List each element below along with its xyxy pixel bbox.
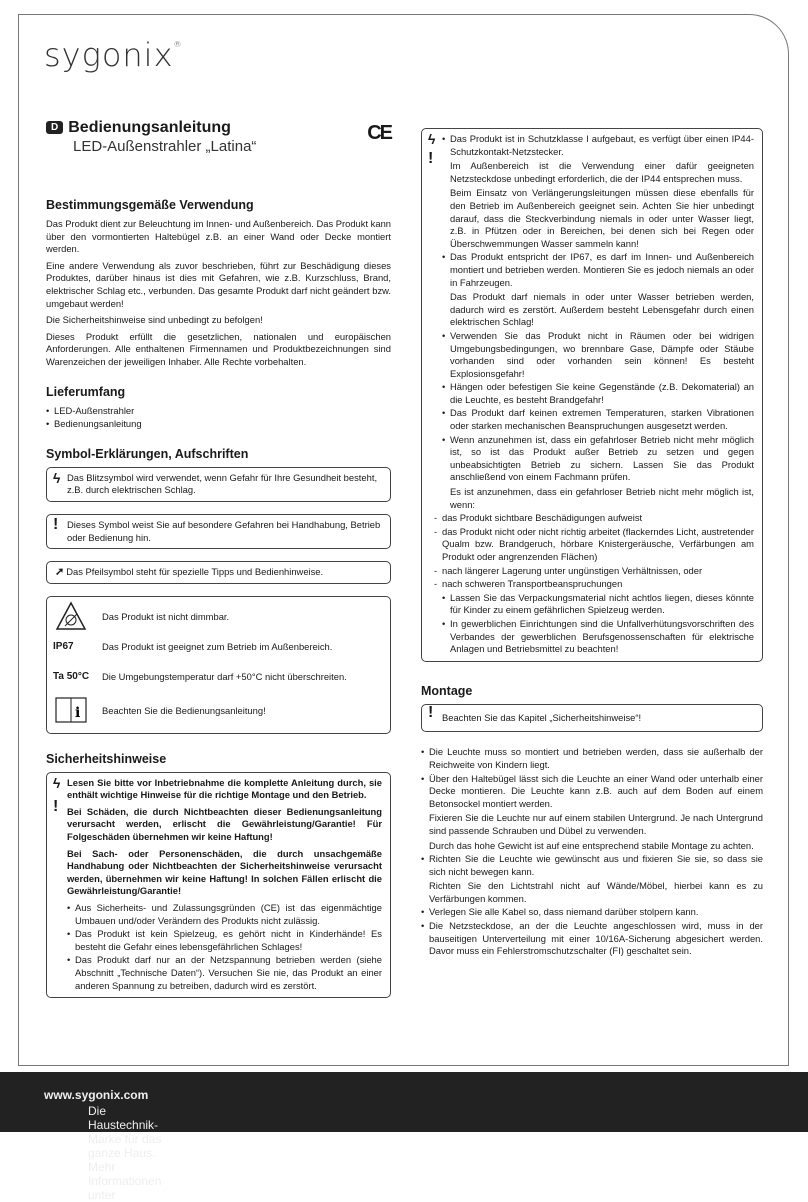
item-subtext: Im Außenbereich ist die Verwendung einer dafür geeigneten Netzsteckdose unbedingt erforderlich, die der IP44 entsprechen muss.: [450, 160, 754, 184]
list-item: • In gewerblichen Einrichtungen sind die Unfallverhütungsvorschriften des Verbandes der gewerblichen Berufsgenossenschaften für elektrische Anlagen und Betriebsmittel zu beachten!: [442, 618, 754, 656]
left-column: [46, 118, 391, 998]
heading-lieferumfang: Lieferumfang: [46, 384, 126, 399]
paragraph: Dieses Produkt erfüllt die gesetzlichen, nationalen und europäischen Anforderungen. Alle enthaltenen Firmennamen und Produktbezeichnungen sind Warenzeichen der jeweiligen Inhaber. Alle Rechte vorbehalten.: [46, 330, 391, 367]
symbol-box-exclamation: [46, 514, 391, 549]
footer-text: Die Haustechnik-Marke für das ganze Haus. Mehr Informationen unter: [88, 1104, 162, 1202]
symbol-row: [47, 637, 390, 667]
footer-bar: [0, 1072, 808, 1202]
symbol-label: Ta 50°C: [53, 670, 90, 682]
ce-mark: CE: [367, 122, 391, 144]
list-item: • LED-Außenstrahler: [46, 405, 391, 418]
list-item: • Verwenden Sie das Produkt nicht in Räumen oder bei widrigen Umgebungsbedingungen, wo brennbare Gase, Dämpfe oder Stäube vorhanden sind oder vorhanden sein können! Es besteht Explosionsgefahr!: [442, 330, 754, 380]
dash-item: - nach schweren Transportbeanspruchungen: [434, 578, 754, 591]
safety-bold-text: Bei Sach- oder Personenschäden, die durch unsachgemäße Handhabung oder Nichtbeachten der Sicherheitshinweise verursacht werden, übernehmen wir keine Haftung! In solchen Fällen erlischt die Gewährleistung/Garantie!: [67, 847, 382, 897]
symbol-desc: Das Produkt ist nicht dimmbar.: [102, 610, 230, 622]
montage-list: [421, 746, 763, 958]
item-subtext: Beim Einsatz von Verlängerungsleitungen müssen diese ebenfalls für den Betrieb im Außenbereich geeignet sein. Achten Sie hier unbedingt darauf, dass die Steckverbindung niemals in oder unter Wasser liegt, z.B. in Pfützen oder in Bereichen, bei denen sich bei Regen oder Überschwemmungen Wasser sammeln kann!: [450, 187, 754, 249]
symbol-desc: Beachten Sie die Bedienungsanleitung!: [102, 704, 266, 716]
symbol-text: Das Blitzsymbol wird verwendet, wenn Gefahr für Ihre Gesundheit besteht, z.B. durch elektrischen Schlag.: [67, 471, 378, 496]
footer-link[interactable]: www.sygonix.com: [44, 1088, 149, 1102]
item-text: Richten Sie die Leuchte wie gewünscht aus und fixieren Sie sie, so dass sie sich nicht bewegen kann.: [429, 853, 763, 877]
safety-bold-text: Lesen Sie bitte vor Inbetriebnahme die komplette Anleitung durch, sie enthält wichtige Hinweise für die richtige Montage und den Betrieb.: [67, 776, 382, 801]
heading-montage: Montage: [421, 683, 473, 698]
safety-bold-text: Bei Schäden, die durch Nichtbeachten dieser Bedienungsanleitung verursacht werden, erlischt die Gewährleistung/Garantie! Für Folgeschäden übernehmen wir keine Haftung!: [67, 805, 382, 843]
item-text: Das Produkt entspricht der IP67, es darf im Innen- und Außenbereich montiert und betrieben werden. Montieren Sie es jedoch niemals an oder in Fahrzeugen.: [450, 251, 754, 288]
item-text: Über den Haltebügel lässt sich die Leuchte an einer Wand oder unterhalb einer Decke montieren. Die Leuchte kann z.B. auch auf dem Boden auf einem Betonsockel montiert werden.: [429, 772, 763, 809]
exclamation-icon: !: [428, 703, 434, 721]
item-text: Wenn anzunehmen ist, dass ein gefahrloser Betrieb nicht mehr möglich ist, so ist das Produkt außer Betrieb zu setzen und gegen unbeabsichtigten Betrieb zu sichern. Lassen Sie das Produkt anschließend von einem Fachmann prüfen.: [450, 433, 754, 483]
list-item: [421, 853, 763, 905]
list-item: • Hängen oder befestigen Sie keine Gegenstände (z.B. Dekomaterial) an die Leuchte, es besteht Brandgefahr!: [442, 381, 754, 406]
symbol-desc: Die Umgebungstemperatur darf +50°C nicht überschreiten.: [102, 670, 347, 682]
symbol-row: [47, 697, 390, 727]
list-item: [442, 434, 754, 512]
symbol-box-lightning: [46, 467, 391, 502]
symbol-row: [47, 667, 390, 697]
list-item: • Aus Sicherheits- und Zulassungsgründen (CE) ist das eigenmächtige Umbauen und/oder Verändern des Produkts nicht zulässig.: [67, 902, 382, 927]
list-item: • Verlegen Sie alle Kabel so, dass niemand darüber stolpern kann.: [421, 906, 763, 919]
brand-logo: sygonix®: [44, 36, 183, 74]
item-text: Das Produkt ist in Schutzklasse I aufgebaut, es verfügt über einen IP44-Schutzkontakt-Netzstecker.: [450, 133, 754, 157]
list-item: • Das Produkt darf keinen extremen Temperaturen, starken Vibrationen oder starken mechanischen Beanspruchungen ausgesetzt werden.: [442, 407, 754, 432]
heading-sicherheit: Sicherheitshinweise: [46, 751, 167, 766]
arrow-icon: ➚: [55, 566, 65, 579]
symbol-label: IP67: [53, 640, 74, 652]
heading-symbole: Symbol-Erklärungen, Aufschriften: [46, 446, 249, 461]
item-subtext: Durch das hohe Gewicht ist auf eine entsprechend stabile Montage zu achten.: [429, 839, 754, 851]
manual-book-icon: [55, 697, 87, 723]
list-item: • Bedienungsanleitung: [46, 418, 391, 431]
list-item: • Die Leuchte muss so montiert und betrieben werden, dass sie außerhalb der Reichweite von Kindern liegt.: [421, 746, 763, 771]
exclamation-icon: !: [53, 515, 59, 533]
dash-item: - nach längerer Lagerung unter ungünstigen Verhältnissen, oder: [434, 565, 754, 578]
not-dimmable-icon: [55, 601, 87, 631]
item-subtext: Richten Sie den Lichtstrahl nicht auf Wände/Möbel, hierbei kann es zu Verfärbungen kommen.: [429, 880, 763, 904]
exclamation-icon: !: [53, 797, 59, 815]
exclamation-icon: !: [428, 150, 434, 167]
symbol-table: [46, 596, 391, 734]
dash-item: - das Produkt sichtbare Beschädigungen aufweist: [434, 512, 754, 525]
doc-subtitle: LED-Außenstrahler „Latina“: [73, 138, 257, 155]
doc-header: [46, 118, 391, 198]
safety-box-continued: [421, 128, 763, 662]
list-item: • Die Netzsteckdose, an der die Leuchte angeschlossen wird, muss in der bauseitigen Unterverteilung mit einer 10/16A-Sicherung abgesichert werden. Davor muss ein Fehlerstromschutzschalter (FI) geschaltet sein.: [421, 920, 763, 958]
symbol-text: Das Pfeilsymbol steht für spezielle Tipps und Bedienhinweise.: [66, 566, 324, 578]
list-item: [421, 773, 763, 853]
list-item: [442, 251, 754, 329]
symbol-box-arrow: [46, 561, 391, 584]
heading-bestimmung: Bestimmungsgemäße Verwendung: [46, 198, 254, 212]
list-item: [442, 133, 754, 250]
right-column: [421, 128, 763, 959]
item-subtext: Das Produkt darf niemals in oder unter Wasser betrieben werden, dadurch wird es zerstört. Außerdem besteht Lebensgefahr durch einen elektrischen Schlag!: [450, 291, 754, 328]
svg-text:i: i: [75, 704, 81, 721]
list-item: • Das Produkt darf nur an der Netzspannung betrieben werden (siehe Abschnitt „Technische Daten“). Versuchen Sie nie, das Produkt an einer anderen Spannung zu betreiben, dadurch wird es zerstört.: [67, 954, 382, 992]
list-item: • Das Produkt ist kein Spielzeug, es gehört nicht in Kinderhände! Es besteht die Gefahr eines lebensgefährlichen Schlages!: [67, 928, 382, 953]
symbol-text: Dieses Symbol weist Sie auf besondere Gefahren bei Handhabung, Betrieb oder Bedienung hin.: [67, 518, 381, 543]
paragraph: Das Produkt dient zur Beleuchtung im Innen- und Außenbereich. Das Produkt kann über den vormontierten Haltebügel z.B. an einer Wand oder Decke montiert werden.: [46, 218, 391, 255]
montage-note-box: [421, 704, 763, 733]
paragraph: Eine andere Verwendung als zuvor beschrieben, führt zur Beschädigung dieses Produktes, darüber hinaus ist dies mit Gefahren, wie z.B. Kurzschluss, Brand, elektrischer Schlag etc., verbunden. Das gesamte Produkt darf nicht geändert bzw. umgebaut werden!: [46, 259, 391, 309]
lightning-icon: ϟ: [53, 469, 61, 486]
list-item: • Lassen Sie das Verpackungsmaterial nicht achtlos liegen, dieses könnte für Kinder zu einem gefährlichen Spielzeug werden.: [442, 592, 754, 617]
symbol-row: [47, 601, 390, 637]
dash-item: - das Produkt nicht oder nicht richtig arbeitet (flackerndes Licht, austretender Qualm bzw. Brandgeruch, hörbare Knistergeräusche, Verfärbungen am Produkt oder angrenzenden Flächen): [434, 526, 754, 564]
lightning-icon: ϟ: [428, 131, 436, 147]
item-subtext: Es ist anzunehmen, dass ein gefahrloser Betrieb nicht mehr möglich ist, wenn:: [450, 486, 754, 510]
doc-title: Bedienungsanleitung: [68, 119, 231, 136]
language-badge: D: [46, 121, 63, 134]
symbol-desc: Das Produkt ist geeignet zum Betrieb im Außenbereich.: [102, 640, 333, 652]
montage-note: Beachten Sie das Kapitel „Sicherheitshinweise“!: [442, 711, 642, 723]
lieferumfang-list: [46, 405, 391, 431]
lightning-icon: ϟ: [53, 774, 61, 791]
safety-box: [46, 772, 391, 999]
item-subtext: Fixieren Sie die Leuchte nur auf einem stabilen Untergrund. Je nach Untergrund sind passende Schrauben und Dübel zu verwenden.: [429, 812, 763, 836]
paragraph: Die Sicherheitshinweise sind unbedingt zu befolgen!: [46, 314, 263, 326]
